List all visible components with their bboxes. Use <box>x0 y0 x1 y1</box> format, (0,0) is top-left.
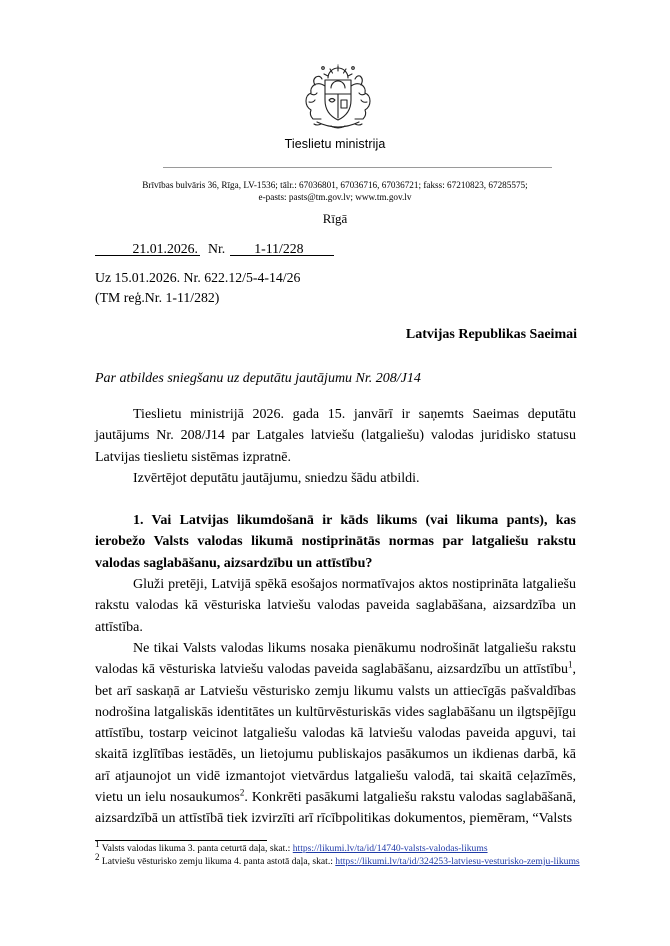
footnote-mark: 1 <box>95 838 100 849</box>
footnote-link[interactable]: https://likumi.lv/ta/id/324253-latviesu-vesturisko-zemju-likums <box>335 856 580 867</box>
body-paragraph: Izvērtējot deputātu jautājumu, sniedzu šādu atbildi. <box>133 471 420 486</box>
reference-line: Uz 15.01.2026. Nr. 622.12/5-4-14/26 <box>95 270 301 285</box>
addressee: Latvijas Republikas Saeimai <box>405 327 577 342</box>
paragraph-text: . Konkrēti pasākumi latgaliešu rakstu valodas saglabāšanā, aizsardzībā un attīstībā tiek izvirzīti arī rīcībpolitikas dokumentos, piemēram, “Valsts <box>95 790 576 827</box>
registration-line <box>95 241 334 257</box>
footnote-reference[interactable]: 2 <box>239 787 245 798</box>
city-name: Rīgā <box>322 211 348 226</box>
footnote-reference[interactable]: 1 <box>568 659 573 670</box>
footnote-link[interactable]: https://likumi.lv/ta/id/14740-valsts-valodas-likums <box>292 843 488 854</box>
paragraph-text: Ne tikai Valsts valodas likums nosaka pienākumu nodrošināt latgaliešu rakstu valodas kā vēsturiska latviešu valodas paveida saglabāšanu, aizsardzību un attīstību <box>95 641 576 678</box>
paragraph-text: , bet arī saskaņā ar Latviešu vēsturisko zemju likumu valsts un attiecīgās pašvaldības nodrošina latgaliskās identitātes un kultūrvēsturiskās vides saglabāšanu un ilgtspējīgu attīstību, tostarp veicinot latgaliešu valodas kā latviešu valodas paveida apguvi, tai skaitā izglītības iestādēs, un lietojumu publiskajos pasākumos un ikdienas darbā, kā arī atjaunojot un vidē izmantojot vietvārdus latgaliešu valodā, tai skaitā ceļazīmēs, vietu un ielu nosaukumos <box>95 662 576 806</box>
document-number: 1-11/228 <box>230 242 334 256</box>
ministry-name: Tieslietu ministrija <box>284 137 386 151</box>
footnote-text: Latviešu vēsturisko zemju likuma 4. panta astotā daļa, skat.: <box>99 856 336 867</box>
contact-email-web: e-pasts: pasts@tm.gov.lv; www.tm.gov.lv <box>258 192 412 202</box>
footnote-text: Valsts valodas likuma 3. panta ceturtā daļa, skat.: <box>99 843 293 854</box>
contact-address: Brīvības bulvāris 36, Rīga, LV-1536; tālr.: 67036801, 67036716, 67036721; fakss: 67210823, 67285575; <box>142 180 528 190</box>
number-label: Nr. <box>208 241 226 256</box>
footnote <box>95 851 580 867</box>
registry-reference: (TM reģ.Nr. 1-11/282) <box>95 290 220 305</box>
letterhead-divider <box>163 167 552 168</box>
body-paragraph: Tieslietu ministrijā 2026. gada 15. janvārī ir saņemts Saeimas deputātu jautājums Nr. 208/J14 par Latgales latviešu (latgaliešu) valodas juridisko statusu Latvijas tieslietu sistēmas izpratnē. <box>95 407 576 465</box>
document-date: 21.01.2026. <box>95 242 200 256</box>
body-paragraph <box>95 638 576 830</box>
question-heading: 1. Vai Latvijas likumdošanā ir kāds likums (vai likuma pants), kas ierobežo Valsts valodas likumā nostiprinātās normas par latgaliešu rakstu valodas saglabāšanu, aizsardzību un attīstību? <box>95 513 576 571</box>
footnote <box>95 838 580 854</box>
body-paragraph: Gluži pretēji, Latvijā spēkā esošajos normatīvajos aktos nostiprināta latgaliešu rakstu valodas kā vēsturiska latviešu valodas paveida saglabāšana, aizsardzība un attīstība. <box>95 577 576 635</box>
coat-of-arms-emblem <box>301 64 375 132</box>
footnote-separator <box>95 840 267 841</box>
subject-line: Par atbildes sniegšanu uz deputātu jautājumu Nr. 208/J14 <box>95 371 421 386</box>
footnote-mark: 2 <box>95 851 100 862</box>
